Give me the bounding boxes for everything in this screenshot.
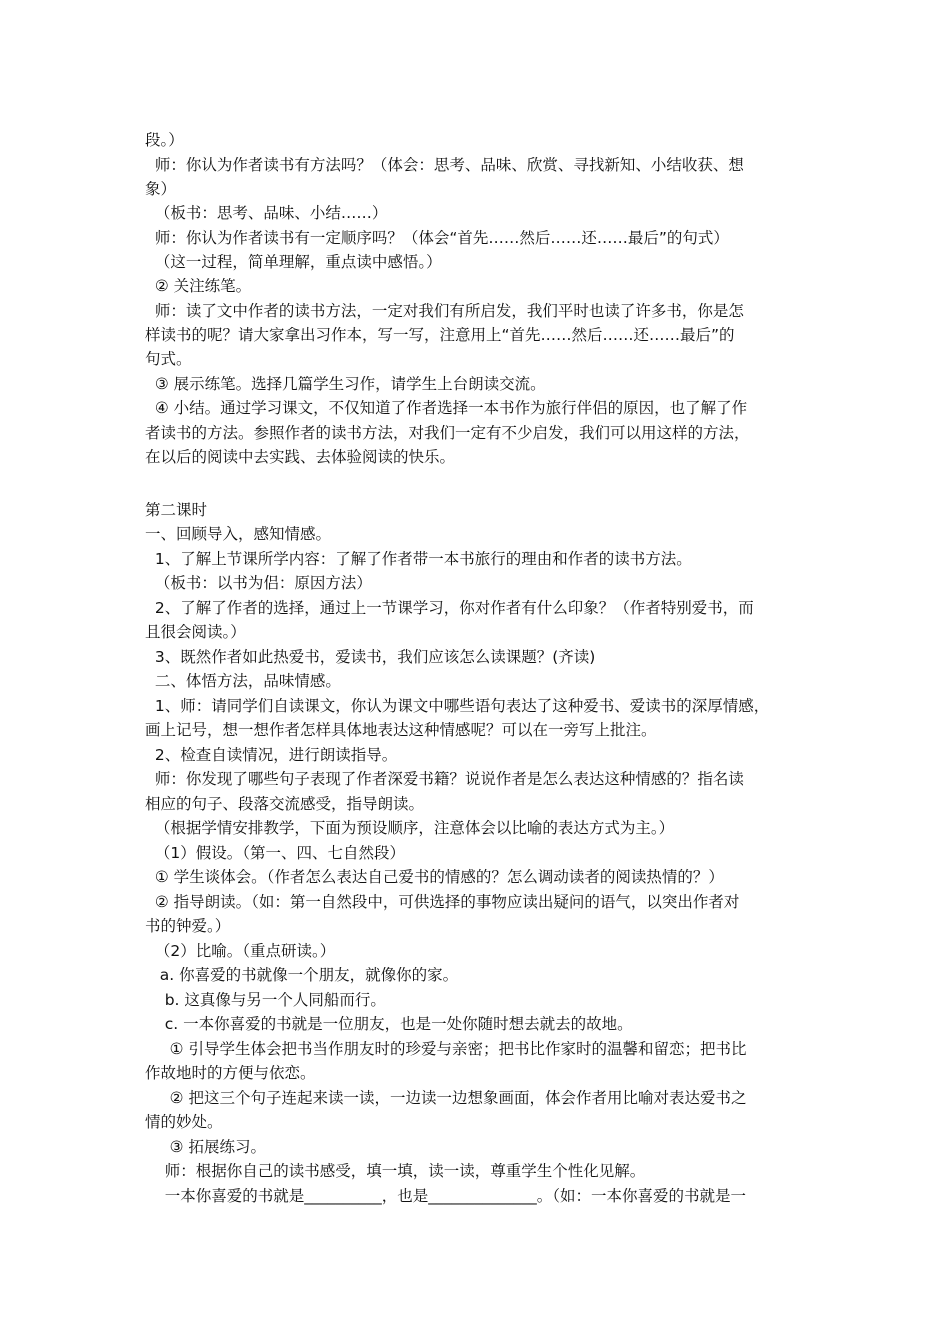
text-line: b. 这真像与另一个人同船而行。 [145, 991, 386, 1009]
text-line: （2）比喻。（重点研读。） [145, 942, 336, 960]
text-line: 作故地时的方便与依恋。 [145, 1064, 316, 1082]
text-line: 师：读了文中作者的读书方法，一定对我们有所启发，我们平时也读了许多书，你是怎 [145, 302, 744, 320]
text-line: 画上记号，想一想作者怎样具体地表达这种情感呢？可以在一旁写上批注。 [145, 721, 657, 739]
text-line: 且很会阅读。） [145, 623, 246, 641]
text-line: 象） [145, 180, 177, 198]
text-line: 在以后的阅读中去实践、去体验阅读的快乐。 [145, 448, 456, 466]
text-line: （根据学情安排教学，下面为预设顺序，注意体会以比喻的表达方式为主。） [145, 819, 675, 837]
text-line: 3、既然作者如此热爱书，爱读书，我们应该怎么读课题？(齐读) [145, 648, 596, 666]
text-line: 相应的句子、段落交流感受，指导朗读。 [145, 795, 425, 813]
text-line: 1、了解上节课所学内容：了解了作者带一本书旅行的理由和作者的读书方法。 [145, 550, 692, 568]
text-line: ② 关注练笔。 [145, 277, 252, 295]
text-line: （1）假设。（第一、四、七自然段） [145, 844, 405, 862]
text-line: 师：你发现了哪些句子表现了作者深爱书籍？说说作者是怎么表达这种情感的？指名读 [145, 770, 744, 788]
text-line: 句式。 [145, 350, 192, 368]
text-line: 二、体悟方法，品味情感。 [145, 672, 341, 690]
text-line: 段。） [145, 131, 184, 149]
text-line: ③ 展示练笔。选择几篇学生习作，请学生上台朗读交流。 [145, 375, 546, 393]
text-line: 师：你认为作者读书有一定顺序吗？（体会“首先……然后……还……最后”的句式） [145, 229, 729, 247]
text-line: 情的妙处。 [145, 1113, 223, 1131]
text-line: 2、了解了作者的选择，通过上一节课学习，你对作者有什么印象？（作者特别爱书，而 [145, 599, 754, 617]
text-line: （这一过程，简单理解，重点读中感悟。） [145, 253, 442, 271]
text-line: ② 把这三个句子连起来读一读，一边读一边想象画面，体会作者用比喻对表达爱书之 [145, 1089, 747, 1107]
text-line: 书的钟爱。） [145, 917, 231, 935]
text-line: 1、师：请同学们自读课文，你认为课文中哪些语句表达了这种爱书、爱读书的深厚情感， [145, 697, 770, 715]
text-line: c. 一本你喜爱的书就是一位朋友，也是一处你随时想去就去的故地。 [145, 1015, 633, 1033]
text-line: 师：你认为作者读书有方法吗？（体会：思考、品味、欣赏、寻找新知、小结收获、想 [145, 156, 744, 174]
text-line: ③ 拓展练习。 [145, 1138, 266, 1156]
text-line: 一本你喜爱的书就是__________，也是______________。（如：一本你喜爱的书就是一 [145, 1187, 746, 1205]
text-line: 样读书的呢？请大家拿出习作本，写一写，注意用上“首先……然后……还……最后”的 [145, 326, 735, 344]
text-line: ④ 小结。通过学习课文，不仅知道了作者选择一本书作为旅行伴侣的原因，也了解了作 [145, 399, 748, 417]
text-line: （板书：思考、品味、小结……） [145, 204, 388, 222]
text-line: ② 指导朗读。（如：第一自然段中，可供选择的事物应读出疑问的语气，以突出作者对 [145, 893, 740, 911]
text-line: ① 引导学生体会把书当作朋友时的珍爱与亲密；把书比作家时的温馨和留恋；把书比 [145, 1040, 747, 1058]
text-line: 一、回顾导入，感知情感。 [145, 525, 332, 543]
text-line: ① 学生谈体会。（作者怎么表达自己爱书的情感的？怎么调动读者的阅读热情的？） [145, 868, 724, 886]
text-line: a. 你喜爱的书就像一个朋友，就像你的家。 [145, 966, 459, 984]
text-line: 师：根据你自己的读书感受，填一填，读一读，尊重学生个性化见解。 [145, 1162, 646, 1180]
text-line: （板书：以书为侣：原因方法） [145, 574, 372, 592]
text-line: 者读书的方法。参照作者的读书方法，对我们一定有不少启发，我们可以用这样的方法， [145, 424, 750, 442]
section-heading: 第二课时 [145, 501, 208, 519]
text-line: 2、检查自读情况，进行朗读指导。 [145, 746, 398, 764]
